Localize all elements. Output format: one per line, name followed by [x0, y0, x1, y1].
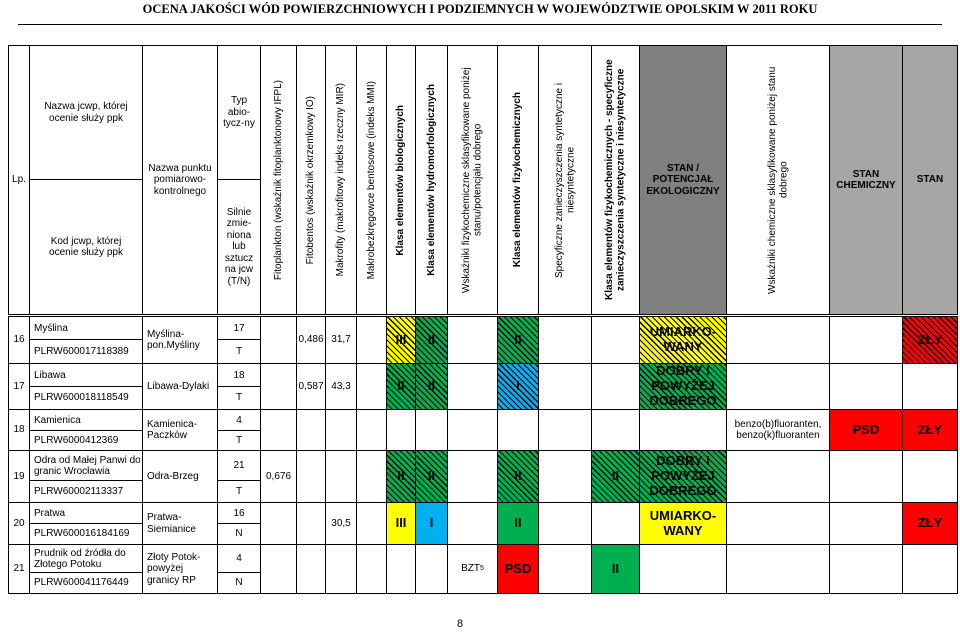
row21-lp: 21 [8, 544, 30, 594]
row16-fitoplankton [260, 316, 297, 364]
row18-type: 4 [217, 409, 261, 431]
row21-makrofity [325, 544, 357, 594]
row16-name: Myślina [29, 316, 143, 340]
row19-stan-eko: DOBRY I POWYŻEJ DOBREGO [639, 450, 727, 503]
row16-klasa-fizchem: II [497, 316, 539, 364]
header-name: Nazwa jcwp, której ocenie służy ppk [29, 45, 143, 180]
row21-point: Złoty Potok-powyżej granicy RP [142, 544, 218, 594]
row16-type: 17 [217, 316, 261, 340]
row19-stan-chem [829, 450, 903, 503]
header-fitoplankton: Fitoplankton (wskaźnik fitoplanktonowy IFPL) [272, 79, 284, 281]
header-klasa-hydro: Klasa elementów hydromorfologicznych [425, 84, 437, 276]
row16-code: PLRW600017118389 [29, 339, 143, 364]
header-makrofity: Makrofity (makrofitowy indeks rzeczny MIR) [335, 83, 347, 277]
row17-klasa-bio: II [386, 363, 416, 410]
row18-specyficzne [538, 409, 592, 451]
row18-point: Kamienica-Paczków [142, 409, 218, 451]
row16-makrofity: 31,7 [325, 316, 357, 364]
row21-fitobentos [296, 544, 326, 594]
header-specyficzne: Specyficzne zanieczyszczenia syntetyczne i niesyntetyczne [553, 82, 576, 278]
title-rule [18, 24, 942, 25]
row20-wskazniki-chem [726, 502, 830, 545]
row18-name: Kamienica [29, 409, 143, 431]
row19-makrobezkregowce [356, 450, 387, 503]
header-code: Kod jcwp, której ocenie służy ppk [29, 179, 143, 315]
row17-mod: T [217, 386, 261, 410]
row17-code: PLRW600018118549 [29, 386, 143, 410]
row18-klasa-hydro [415, 409, 448, 451]
row19-type: 21 [217, 450, 261, 481]
row16-wskazniki-fizchem [447, 316, 498, 364]
row21-type: 4 [217, 544, 261, 573]
row20-makrofity: 30,5 [325, 502, 357, 545]
row21-klasa-bio [386, 544, 416, 594]
row17-wskazniki-fizchem [447, 363, 498, 410]
row18-code: PLRW6000412369 [29, 430, 143, 451]
row20-klasa-fizchem: II [497, 502, 539, 545]
page-number: 8 [456, 618, 464, 630]
row18-makrofity [325, 409, 357, 451]
header-wskazniki-fizchem: Wskaźniki fizykochemiczne sklasyfikowane poniżej stanu/potencjału dobrego [461, 67, 484, 293]
header-type: Typ abio-tycz-ny [217, 45, 261, 180]
header-point: Nazwa punktu pomiarowo-kontrolnego [142, 45, 218, 315]
row16-makrobezkregowce [356, 316, 387, 364]
row18-wskazniki-fizchem [447, 409, 498, 451]
row19-wskazniki-fizchem [447, 450, 498, 503]
row21-specyficzne [538, 544, 592, 594]
row21-mod: N [217, 572, 261, 594]
row18-makrobezkregowce [356, 409, 387, 451]
row16-fitobentos: 0,486 [296, 316, 326, 364]
page-title: OCENA JAKOŚCI WÓD POWIERZCHNIOWYCH I PODZIEMNYCH W WOJEWÓDZTWIE OPOLSKIM W 2011 ROKU [142, 2, 818, 16]
row20-mod: N [217, 523, 261, 545]
row19-code: PLRW60002113337 [29, 480, 143, 503]
row16-mod: T [217, 339, 261, 364]
row17-name: Libawa [29, 363, 143, 387]
row19-klasa-fizchem: II [497, 450, 539, 503]
row20-specyficzne [538, 502, 592, 545]
row18-wskazniki-chem: benzo(b)fluoranten, benzo(k)fluoranten [726, 409, 830, 451]
row20-type: 16 [217, 502, 261, 524]
header-klasa-bio: Klasa elementów biologicznych [395, 104, 407, 256]
row20-klasa-bio: III [386, 502, 416, 545]
row19-fitoplankton: 0,676 [260, 450, 297, 503]
row17-type: 18 [217, 363, 261, 387]
row18-klasa-specyficzne [591, 409, 640, 451]
row20-stan: ZŁY [902, 502, 958, 545]
row20-name: Pratwa [29, 502, 143, 524]
row18-mod: T [217, 430, 261, 451]
row16-specyficzne [538, 316, 592, 364]
row18-fitoplankton [260, 409, 297, 451]
row21-stan-chem [829, 544, 903, 594]
row19-lp: 19 [8, 450, 30, 503]
row17-wskazniki-chem [726, 363, 830, 410]
row16-klasa-hydro: II [415, 316, 448, 364]
row17-makrobezkregowce [356, 363, 387, 410]
row17-stan-eko: DOBRY I POWYŻEJ DOBREGO [639, 363, 727, 410]
row19-klasa-specyficzne: II [591, 450, 640, 503]
row19-mod: T [217, 480, 261, 503]
row21-wskazniki-chem [726, 544, 830, 594]
row17-klasa-hydro: II [415, 363, 448, 410]
row21-klasa-hydro [415, 544, 448, 594]
row16-klasa-specyficzne [591, 316, 640, 364]
row18-stan-eko [639, 409, 727, 451]
header-wskazniki-chem: Wskaźniki chemiczne sklasyfikowane poniżej stanu dobrego [766, 66, 789, 294]
row20-stan-chem [829, 502, 903, 545]
row20-point: Pratwa-Siemianice [142, 502, 218, 545]
row17-stan [902, 363, 958, 410]
header-stan-eko: STAN / POTENCJAŁ EKOLOGICZNY [639, 45, 727, 315]
row19-fitobentos [296, 450, 326, 503]
header-stan-chem: STAN CHEMICZNY [829, 45, 903, 315]
row20-fitobentos [296, 502, 326, 545]
row17-makrofity: 43,3 [325, 363, 357, 410]
row16-stan-eko: UMIARKO-WANY [639, 316, 727, 364]
row16-klasa-bio: III [386, 316, 416, 364]
row17-fitobentos: 0,587 [296, 363, 326, 410]
row21-bzt-label: BZT [461, 563, 480, 575]
row17-stan-chem [829, 363, 903, 410]
row20-fitoplankton [260, 502, 297, 545]
row19-klasa-bio: II [386, 450, 416, 503]
row21-wskazniki-fizchem [447, 544, 498, 594]
row21-stan [902, 544, 958, 594]
header-fitobentos: Fitobentos (wskaźnik okrzemkowy IO) [305, 95, 317, 265]
row19-makrofity [325, 450, 357, 503]
row21-makrobezkregowce [356, 544, 387, 594]
header-modified: Silnie zmie-niona lub sztucz na jcw (T/N) [217, 179, 261, 315]
row16-stan-chem [829, 316, 903, 364]
row19-wskazniki-chem [726, 450, 830, 503]
row20-klasa-hydro: I [415, 502, 448, 545]
row18-lp: 18 [8, 409, 30, 451]
header-klasa-specyficzne: Klasa elementów fizykochemicznych - specyficzne zanieczyszczenia syntetyczne i niesyntetyczne [604, 59, 627, 301]
row21-name: Prudnik od źródła do Złotego Potoku [29, 544, 143, 573]
row21-code: PLRW600041176449 [29, 572, 143, 594]
header-stan: STAN [902, 45, 958, 315]
row17-specyficzne [538, 363, 592, 410]
row20-wskazniki-fizchem [447, 502, 498, 545]
header-lp: Lp. [8, 45, 30, 315]
row20-code: PLRW600016184169 [29, 523, 143, 545]
row17-lp: 17 [8, 363, 30, 410]
row19-klasa-hydro: II [415, 450, 448, 503]
row21-bzt-sub: 5 [479, 564, 484, 572]
row17-klasa-fizchem: I [497, 363, 539, 410]
row16-wskazniki-chem [726, 316, 830, 364]
row21-fitoplankton [260, 544, 297, 594]
row18-klasa-bio [386, 409, 416, 451]
row17-point: Libawa-Dylaki [142, 363, 218, 410]
row19-stan [902, 450, 958, 503]
row21-stan-eko [639, 544, 727, 594]
header-klasa-fizchem: Klasa elementów fizykochemicznych [512, 92, 524, 268]
row17-fitoplankton [260, 363, 297, 410]
row16-point: Myślina-pon.Myśliny [142, 316, 218, 364]
row19-point: Odra-Brzeg [142, 450, 218, 503]
row18-fitobentos [296, 409, 326, 451]
row20-makrobezkregowce [356, 502, 387, 545]
row21-klasa-specyficzne: II [591, 544, 640, 594]
row16-lp: 16 [8, 316, 30, 364]
row18-stan-chem: PSD [829, 409, 903, 451]
row21-klasa-fizchem: PSD [497, 544, 539, 594]
row16-stan: ZŁY [902, 316, 958, 364]
row20-lp: 20 [8, 502, 30, 545]
row19-name: Odra od Małej Panwi do granic Wrocławia [29, 450, 143, 481]
row18-stan: ZŁY [902, 409, 958, 451]
row20-stan-eko: UMIARKO-WANY [639, 502, 727, 545]
header-makrobezkregowce: Makrobezkręgowce bentosowe (indeks MMI) [365, 80, 377, 280]
row20-klasa-specyficzne [591, 502, 640, 545]
row17-klasa-specyficzne [591, 363, 640, 410]
row18-klasa-fizchem [497, 409, 539, 451]
row19-specyficzne [538, 450, 592, 503]
